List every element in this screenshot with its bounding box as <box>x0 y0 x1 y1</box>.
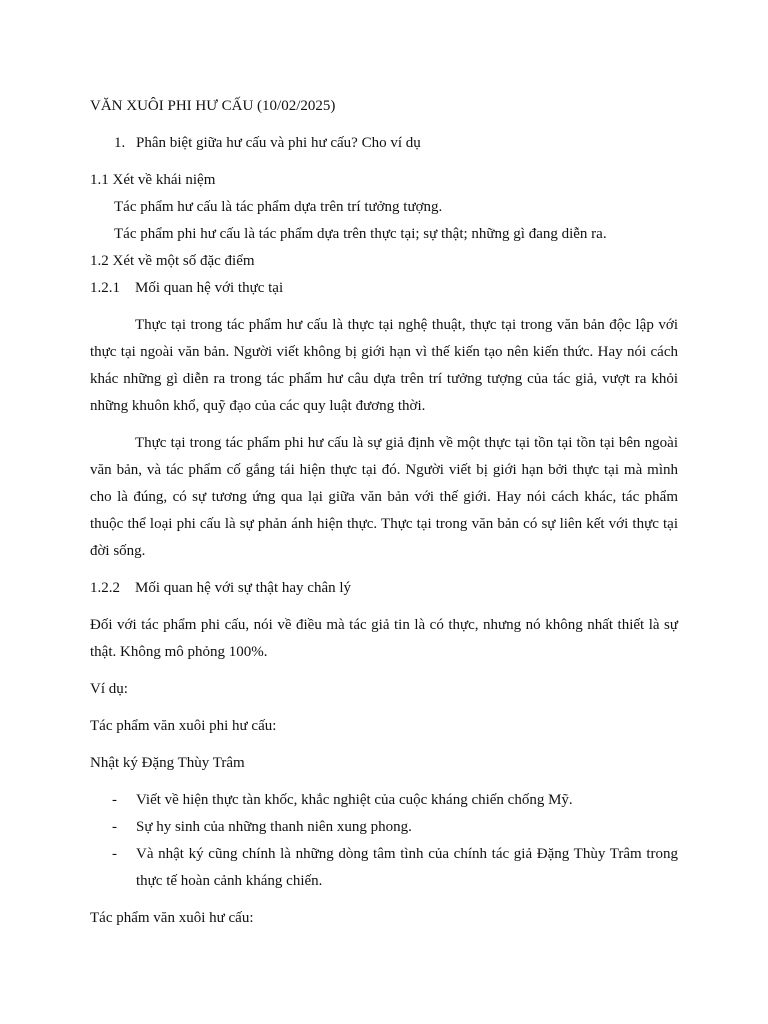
section-1-2-1-heading <box>90 275 678 302</box>
section-number: 1.2.2 <box>90 580 120 596</box>
list-item <box>90 841 678 895</box>
list-item <box>90 814 678 841</box>
bullet-text: Sự hy sinh của những thanh niên xung phong. <box>136 819 412 835</box>
document-page <box>90 93 678 932</box>
fiction-definition: Tác phẩm hư cấu là tác phẩm dựa trên trí tưởng tượng. <box>114 199 443 215</box>
truth-paragraph: Đối với tác phẩm phi cấu, nói về điều mà tác giả tin là có thực, nhưng nó không nhất thiết là sự thật. Không mô phỏng 100%. <box>90 617 678 660</box>
section-1-2-2-heading <box>90 575 678 602</box>
section-title: Mối quan hệ với sự thật hay chân lý <box>135 580 352 596</box>
example-bullet-list <box>90 787 678 895</box>
question-item <box>90 130 678 157</box>
list-item <box>90 787 678 814</box>
bullet-text: Và nhật ký cũng chính là những dòng tâm tình của chính tác giả Đặng Thùy Trâm trong thực tế hoàn cảnh kháng chiến. <box>136 846 678 889</box>
question-number: 1. <box>114 135 126 151</box>
bullet-marker: - <box>112 846 117 862</box>
bullet-text: Viết về hiện thực tàn khốc, khắc nghiệt của cuộc kháng chiến chống Mỹ. <box>136 792 573 808</box>
work-title: Nhật ký Đặng Thùy Trâm <box>90 755 245 771</box>
section-1-2-heading: 1.2 Xét về một số đặc điểm <box>90 253 255 269</box>
section-title: Mối quan hệ với thực tại <box>135 280 284 296</box>
section-number: 1.2.1 <box>90 280 120 296</box>
nonfiction-example-label: Tác phẩm văn xuôi phi hư cấu: <box>90 718 277 734</box>
reality-fiction-paragraph: Thực tại trong tác phẩm hư cấu là thực tại nghệ thuật, thực tại trong văn bản độc lập với thực tại ngoài văn bản. Người viết không bị giới hạn vì thế kiến tạo nên kiến thức. Hay nói cách khác những gì diễn ra trong tác phẩm hư câu dựa trên trí tưởng tượng của tác giả, vượt ra khỏi những khuôn khổ, quỹ đạo của các quy luật đương thời. <box>90 317 678 414</box>
bullet-marker: - <box>112 792 117 808</box>
fiction-example-label: Tác phẩm văn xuôi hư cấu: <box>90 910 254 926</box>
nonfiction-definition: Tác phẩm phi hư cấu là tác phẩm dựa trên thực tại; sự thật; những gì đang diễn ra. <box>114 226 607 242</box>
reality-nonfiction-paragraph: Thực tại trong tác phẩm phi hư cấu là sự giả định về một thực tại tồn tại tồn tại bên ngoài văn bản, và tác phẩm cố gắng tái hiện thực tại đó. Người viết bị giới hạn bởi thực tại mà mình cho là đúng, có sự tương ứng qua lại giữa văn bản với thế giới. Hay nói cách khác, tác phẩm thuộc thể loại phi cấu là sự phản ánh hiện thực. Thực tại trong văn bản có sự liên kết với thực tại đời sống. <box>90 435 678 559</box>
example-label: Ví dụ: <box>90 681 128 697</box>
section-1-1-heading: 1.1 Xét về khái niệm <box>90 172 216 188</box>
bullet-marker: - <box>112 819 117 835</box>
question-text: Phân biệt giữa hư cấu và phi hư cấu? Cho ví dụ <box>136 135 421 151</box>
document-title: VĂN XUÔI PHI HƯ CẤU (10/02/2025) <box>90 98 336 114</box>
